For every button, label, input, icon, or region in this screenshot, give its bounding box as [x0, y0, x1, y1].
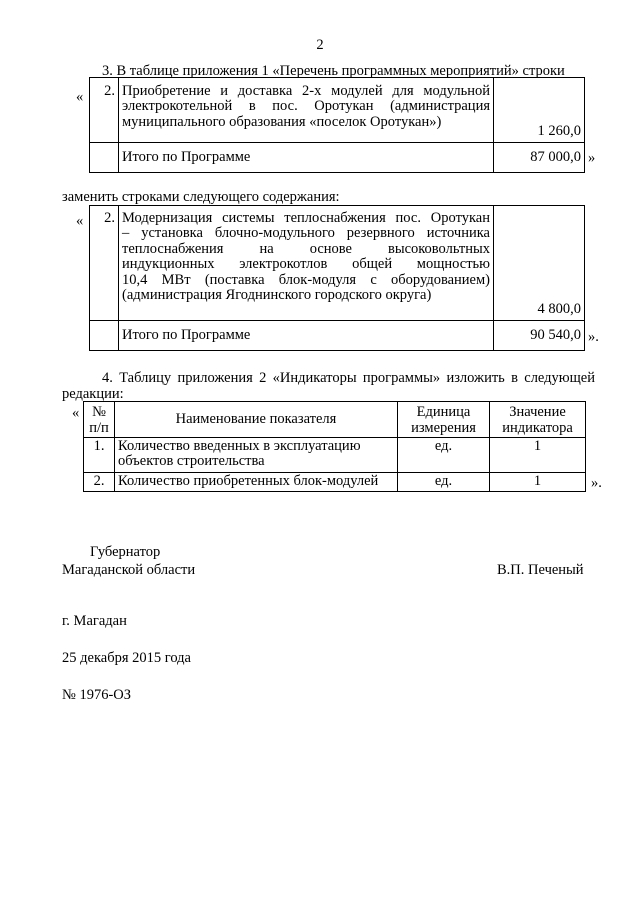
header-num	[84, 402, 115, 438]
replace-text: заменить строками следующего содержания:	[62, 189, 340, 205]
new-row-1-line-6: (администрация Ягоднинского городского округа)	[122, 287, 432, 304]
indicators-header-row	[84, 402, 586, 438]
new-row-1-line-1: Модернизация системы теплоснабжения пос. Оротукан	[122, 210, 490, 226]
old-row-1-value: 1 260,0	[494, 78, 585, 143]
new-row-1-line-4: индукционных электрокотлов общей мощностью	[122, 256, 490, 273]
header-unit-line-2: измерения	[411, 419, 476, 436]
indicators-table	[83, 401, 586, 492]
old-row-1-line-2: электрокотельной в пос. Оротукан (администрация	[122, 98, 490, 115]
place: г. Магадан	[62, 613, 127, 629]
new-row-1-line-3: теплоснабжения на основе высоковольтных	[122, 240, 490, 257]
new-row-1-num: 2.	[90, 206, 119, 321]
new-row-1	[90, 206, 585, 321]
new-table-open-quote: «	[76, 213, 84, 229]
new-row-2-value: 90 540,0	[494, 321, 585, 351]
indicator-row-2-num: 2.	[84, 473, 115, 492]
indicator-row-2	[84, 473, 586, 492]
header-num-line-2: п/п	[89, 419, 109, 436]
section3-intro: 3. В таблице приложения 1 «Перечень программных мероприятий» строки	[102, 63, 565, 79]
indicator-row-1-name	[115, 438, 398, 473]
header-name: Наименование показателя	[115, 402, 398, 438]
indicator-row-2-value: 1	[490, 473, 586, 492]
new-row-2-label: Итого по Программе	[119, 321, 494, 351]
document-number: № 1976-ОЗ	[62, 687, 132, 703]
new-table-close-quote: ».	[588, 329, 599, 345]
new-row-1-line-2: – установка блочно-модульного резервного источника	[122, 225, 490, 242]
old-table-open-quote: «	[76, 89, 84, 105]
signature-title-line2: Магаданской области	[62, 562, 196, 578]
header-value-line-1: Значение	[509, 403, 566, 420]
indicators-close-quote: ».	[591, 475, 602, 491]
signature-title-line1: Губернатор	[90, 544, 161, 560]
old-row-2-value: 87 000,0	[494, 143, 585, 173]
header-value	[490, 402, 586, 438]
header-unit-line-1: Единица	[416, 403, 471, 420]
new-row-1-line-5: 10,4 МВт (поставка блок-модуля с оборудованием)	[122, 271, 490, 288]
old-row-2	[90, 143, 585, 173]
indicator-row-2-name: Количество приобретенных блок-модулей	[115, 473, 398, 492]
old-row-1	[90, 78, 585, 143]
header-num-line-1: №	[92, 403, 106, 420]
new-rows-table	[89, 205, 585, 351]
date: 25 декабря 2015 года	[62, 650, 191, 666]
section4-intro-line1: 4. Таблицу приложения 2 «Индикаторы программы» изложить в следующей	[102, 370, 595, 386]
old-row-1-line-1: Приобретение и доставка 2-х модулей для модульной	[122, 83, 490, 99]
indicator-row-1-unit: ед.	[398, 438, 490, 473]
old-row-2-num	[90, 143, 119, 173]
old-row-1-text	[119, 78, 494, 143]
old-row-2-label: Итого по Программе	[119, 143, 494, 173]
header-value-line-2: индикатора	[502, 419, 573, 436]
old-row-1-num: 2.	[90, 78, 119, 143]
indicator-row-1-name-line-1: Количество введенных в эксплуатацию	[118, 438, 361, 454]
indicator-row-1	[84, 438, 586, 473]
indicator-row-1-name-line-2: объектов строительства	[118, 453, 265, 470]
old-row-1-line-3: муниципального образования «поселок Оротукан»)	[122, 113, 442, 130]
new-row-1-value: 4 800,0	[494, 206, 585, 321]
indicator-row-2-unit: ед.	[398, 473, 490, 492]
old-table-close-quote: »	[588, 150, 596, 166]
new-row-2	[90, 321, 585, 351]
indicator-row-1-num: 1.	[84, 438, 115, 473]
indicator-row-1-value: 1	[490, 438, 586, 473]
new-row-2-num	[90, 321, 119, 351]
signature-name: В.П. Печеный	[497, 562, 584, 578]
page-number: 2	[316, 37, 324, 53]
old-rows-table	[89, 77, 585, 173]
new-row-1-text	[119, 206, 494, 321]
header-unit	[398, 402, 490, 438]
indicators-open-quote: «	[72, 405, 80, 421]
section4-intro-line2: редакции:	[62, 386, 124, 402]
